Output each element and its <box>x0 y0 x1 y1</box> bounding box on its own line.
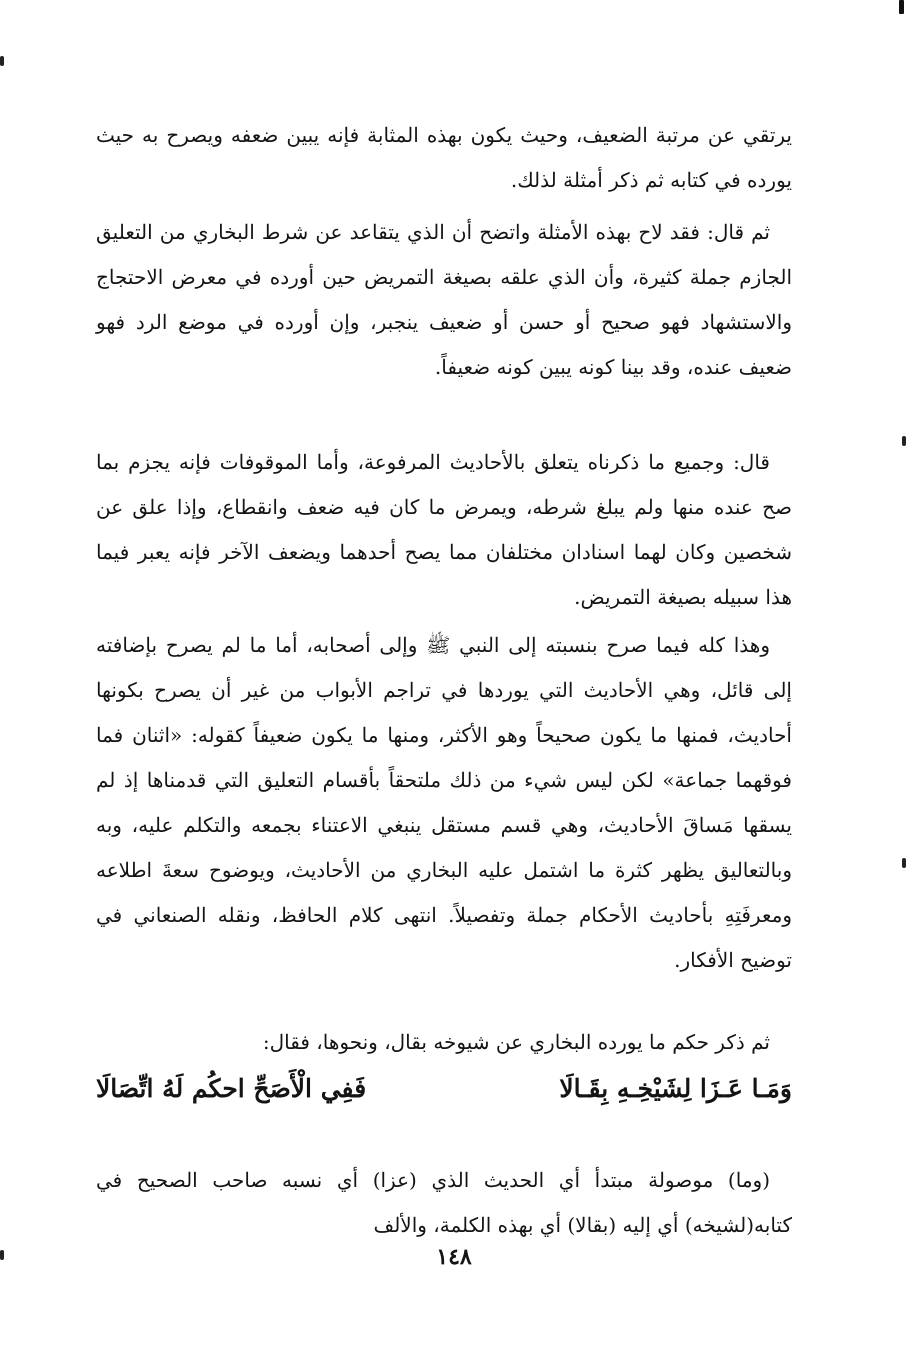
verse-first-hemistich: وَمَـا عَـزَا لِشَيْخِـهِ بِقَـالَا <box>559 1074 792 1103</box>
paragraph: قال: وجميع ما ذكرناه يتعلق بالأحاديث المرفوعة، وأما الموقوفات فإنه يجزم بما صح عنده منها ولم يبلغ شرطه، ويمرض ما كان فيه ضعف وانقطاع، وإذا علق عن شخصين وكان لهما اسنادان مختلفان مما يصح أحدهما ويضعف الآخر فإنه يعبر فيما هذا سبيله بصيغة التمريض. <box>96 450 792 609</box>
poetry-verse <box>96 1068 792 1118</box>
paragraph: يرتقي عن مرتبة الضعيف، وحيث يكون بهذه المثابة فإنه يبين ضعفه ويصرح به حيث يورده في كتابه ثم ذكر أمثلة لذلك. <box>96 123 792 192</box>
verse-second-hemistich: فَفِي الْأَصَحِّ احكُم لَهُ اتِّصَالَا <box>96 1074 367 1103</box>
paragraph: وهذا كله فيما صرح بنسبته إلى النبي ﷺ وإلى أصحابه، أما ما لم يصرح بإضافته إلى قائل، وهي الأحاديث التي يوردها في تراجم الأبواب من غير أن يصرح بكونها أحاديث، فمنها ما يكون صحيحاً وهو الأكثر، ومنها ما يكون ضعيفاً كقوله: «اثنان فما فوقهما جماعة» لكن ليس شيء من ذلك ملتحقاً بأقسام التعليق التي قدمناها إذ لم يسقها مَساقَ الأحاديث، وهي قسم مستقل ينبغي الاعتناء بجمعه والتكلم عليه، وبه وبالتعاليق يظهر كثرة ما اشتمل عليه البخاري من الأحاديث، ويوضوح سعةَ اطلاعه ومعرفَتِهِ بأحاديث الأحكام جملة وتفصيلاً. انتهى كلام الحافظ، ونقله الصنعاني في توضيح الأفكار. <box>96 633 792 972</box>
paragraph: ثم قال: فقد لاح بهذه الأمثلة واتضح أن الذي يتقاعد عن شرط البخاري من التعليق الجازم جملة كثيرة، وأن الذي علقه بصيغة التمريض حين أورده في معرض الاحتجاج والاستشهاد فهو صحيح أو حسن أو ضعيف ينجبر، وإن أورده في موضع الرد فهو ضعيف عنده، وقد بينا كونه يبين كونه ضعيفاً. <box>96 220 792 379</box>
edge-dot <box>902 436 906 446</box>
paragraph: (وما) موصولة مبتدأ أي الحديث الذي (عزا) أي نسبه صاحب الصحيح في كتابه(لشيخه) أي إليه (بقالا) أي بهذه الكلمة، والألف <box>96 1168 792 1237</box>
edge-dot <box>902 858 906 868</box>
corner-mark <box>899 0 904 14</box>
edge-dot <box>0 56 4 66</box>
paragraph: ثم ذكر حكم ما يورده البخاري عن شيوخه بقال، ونحوها، فقال: <box>262 1030 770 1054</box>
page-number: ١٤٨ <box>436 1244 472 1270</box>
